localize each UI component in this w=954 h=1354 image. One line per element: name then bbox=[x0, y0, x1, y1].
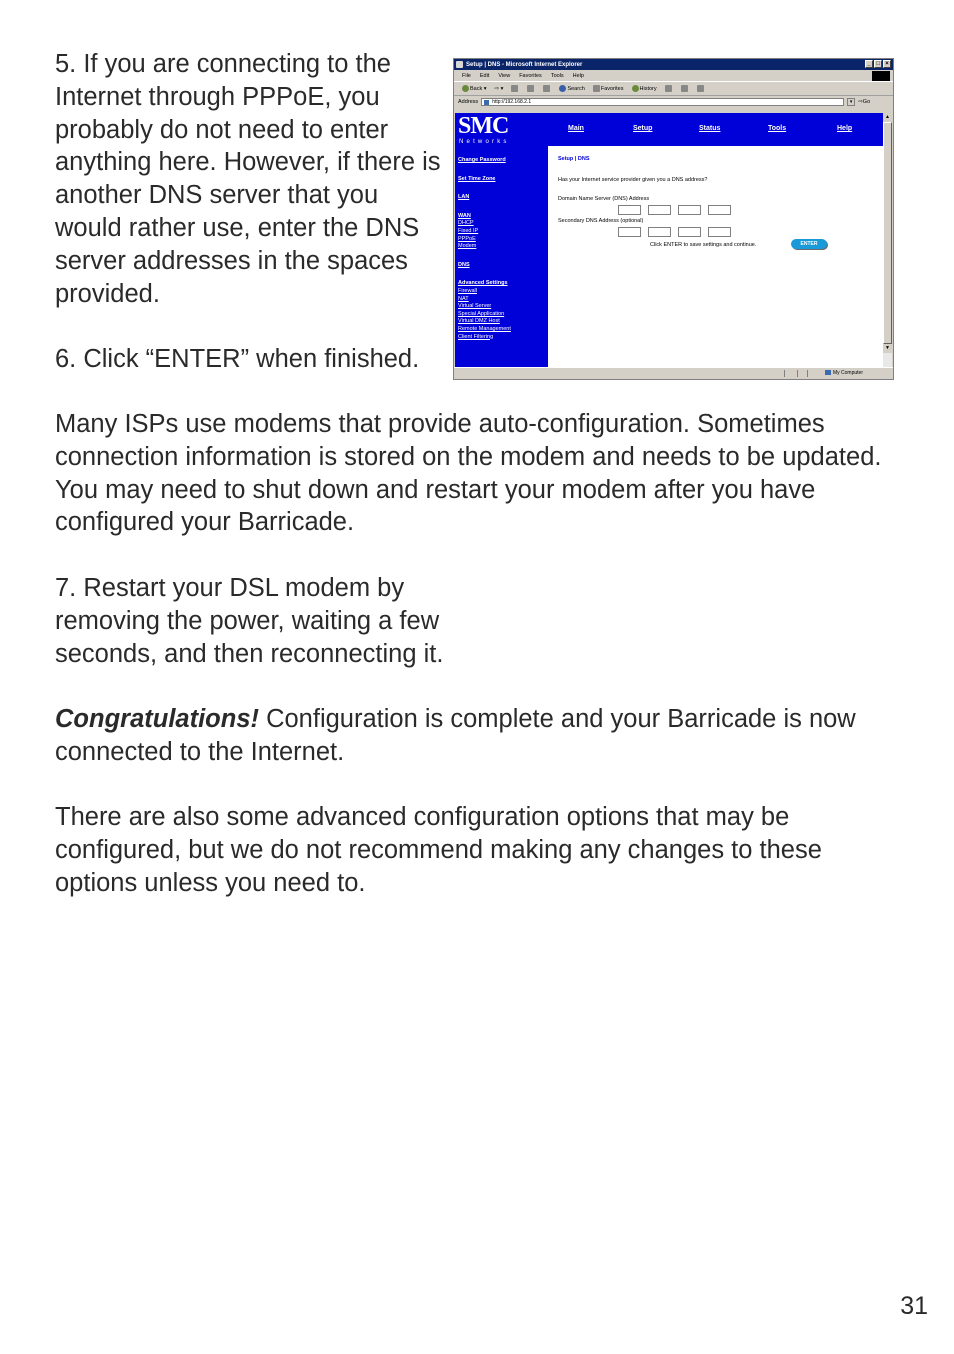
close-button[interactable]: × bbox=[883, 60, 891, 68]
secondary-dns-octet-3[interactable] bbox=[678, 227, 701, 237]
sidebar-advanced-settings[interactable]: Advanced Settings bbox=[458, 280, 508, 287]
nav-setup[interactable]: Setup bbox=[633, 125, 653, 132]
back-arrow-icon bbox=[462, 85, 469, 92]
congratulations-text: Configuration is complete and your Barricade is now connected to the Internet. bbox=[55, 705, 856, 766]
sidebar-set-time-zone[interactable]: Set Time Zone bbox=[458, 175, 496, 182]
sidebar-remote-management[interactable]: Remote Management bbox=[458, 325, 511, 332]
address-dropdown-icon[interactable]: ▾ bbox=[847, 98, 855, 106]
sidebar-nat[interactable]: NAT bbox=[458, 295, 469, 302]
favorites-label: Favorites bbox=[600, 85, 624, 92]
window-title: Setup | DNS - Microsoft Internet Explorer bbox=[466, 61, 583, 68]
search-button[interactable] bbox=[559, 85, 584, 92]
search-label: Search bbox=[567, 85, 585, 92]
sidebar-virtual-server[interactable]: Virtual Server bbox=[458, 303, 492, 310]
menu-file[interactable]: File bbox=[462, 72, 471, 79]
smc-sidebar bbox=[455, 113, 548, 369]
primary-dns-octet-1[interactable] bbox=[618, 205, 641, 215]
sidebar-pppoe[interactable]: PPPoE bbox=[458, 235, 476, 242]
enter-hint: Click ENTER to save settings and continue. bbox=[650, 242, 757, 248]
scroll-up-icon[interactable]: ▲ bbox=[883, 113, 892, 122]
forward-button[interactable]: ⇨ ▾ bbox=[494, 85, 504, 92]
browser-screenshot bbox=[453, 58, 894, 380]
scroll-thumb[interactable] bbox=[883, 122, 892, 344]
status-zone-label: My Computer bbox=[832, 370, 863, 376]
nav-main[interactable]: Main bbox=[568, 125, 584, 132]
favorites-icon bbox=[593, 85, 600, 92]
menu-favorites[interactable]: Favorites bbox=[519, 72, 542, 79]
menu-tools[interactable]: Tools bbox=[550, 72, 564, 79]
enter-button[interactable]: ENTER bbox=[791, 239, 827, 249]
vertical-scrollbar[interactable] bbox=[883, 113, 892, 369]
congratulations-paragraph bbox=[55, 703, 895, 769]
sidebar-special-application[interactable]: Special Application bbox=[458, 310, 505, 317]
favorites-button[interactable] bbox=[593, 85, 624, 92]
refresh-icon[interactable] bbox=[527, 85, 534, 92]
menu-view[interactable]: View bbox=[498, 72, 511, 79]
history-label: History bbox=[639, 85, 657, 92]
minimize-button[interactable]: _ bbox=[865, 60, 873, 68]
status-bar bbox=[454, 367, 893, 379]
go-label: Go bbox=[862, 99, 871, 105]
mail-icon[interactable] bbox=[665, 85, 672, 92]
maximize-button[interactable]: □ bbox=[874, 60, 882, 68]
sidebar-modem[interactable]: Modem bbox=[458, 243, 477, 250]
isp-note-text: Many ISPs use modems that provide auto-configuration. Sometimes connection information is stored on the modem and needs to be updated. You may need to shut down and restart your modem after you have configured your Barricade. bbox=[55, 410, 882, 537]
secondary-dns-octet-1[interactable] bbox=[618, 227, 641, 237]
dns-question: Has your Internet service provider given you a DNS address? bbox=[558, 177, 708, 183]
congratulations-heading: Congratulations! bbox=[55, 705, 259, 733]
home-icon[interactable] bbox=[543, 85, 550, 92]
secondary-dns-octet-2[interactable] bbox=[648, 227, 671, 237]
browser-toolbar bbox=[454, 82, 893, 96]
sidebar-change-password[interactable]: Change Password bbox=[458, 157, 506, 163]
sidebar-lan[interactable]: LAN bbox=[458, 194, 470, 201]
nav-status[interactable]: Status bbox=[699, 125, 721, 132]
primary-dns-octet-3[interactable] bbox=[678, 205, 701, 215]
address-bar bbox=[454, 96, 893, 108]
secondary-dns-octet-4[interactable] bbox=[708, 227, 731, 237]
page-content bbox=[455, 113, 884, 369]
address-input[interactable]: http://192.168.2.1 bbox=[481, 98, 844, 106]
page-number: 31 bbox=[900, 1292, 928, 1320]
address-label: Address bbox=[458, 99, 479, 105]
step6-text: 6. Click “ENTER” when finished. bbox=[55, 345, 420, 373]
menu-help[interactable]: Help bbox=[572, 72, 584, 79]
secondary-dns-label: Secondary DNS Address (optional) bbox=[558, 218, 644, 224]
scroll-down-icon[interactable]: ▼ bbox=[883, 344, 892, 353]
sidebar-dns[interactable]: DNS bbox=[458, 261, 470, 268]
primary-dns-octet-4[interactable] bbox=[708, 205, 731, 215]
browser-titlebar bbox=[454, 59, 893, 70]
smc-logo: SMC bbox=[458, 113, 509, 139]
smc-top-nav bbox=[548, 113, 884, 146]
edit-icon[interactable] bbox=[697, 85, 704, 92]
stop-icon[interactable] bbox=[511, 85, 518, 92]
history-button[interactable] bbox=[632, 85, 657, 92]
search-icon bbox=[559, 85, 566, 92]
menu-bar bbox=[454, 70, 893, 82]
windows-logo-icon bbox=[872, 71, 890, 81]
go-button[interactable]: ⇨Go bbox=[858, 99, 871, 105]
ie-icon bbox=[456, 61, 463, 68]
back-button[interactable]: Back ▾ bbox=[462, 85, 487, 92]
sidebar-firewall[interactable]: Firewall bbox=[458, 287, 477, 294]
nav-tools[interactable]: Tools bbox=[768, 125, 787, 132]
sidebar-client-filtering[interactable]: Client Filtering bbox=[458, 333, 494, 340]
primary-dns-octet-2[interactable] bbox=[648, 205, 671, 215]
menu-edit[interactable]: Edit bbox=[479, 72, 490, 79]
smc-logo-sub: Networks bbox=[459, 139, 510, 145]
step5-text: 5. If you are connecting to the Internet through PPPoE, you probably do not need to enter anything here. However, if there is another DNS server that you would rather use, enter the DNS server addresses in the spaces provided. bbox=[55, 50, 441, 308]
print-icon[interactable] bbox=[681, 85, 688, 92]
page-title: Setup | DNS bbox=[558, 156, 590, 162]
status-zone bbox=[825, 370, 863, 376]
sidebar-virtual-dmz-host[interactable]: Virtual DMZ Host bbox=[458, 318, 500, 325]
primary-dns-label: Domain Name Server (DNS) Address bbox=[558, 196, 650, 202]
sidebar-fixed-ip[interactable]: Fixed IP bbox=[458, 227, 479, 234]
history-icon bbox=[632, 85, 639, 92]
nav-help[interactable]: Help bbox=[837, 125, 853, 132]
back-label: Back bbox=[470, 85, 483, 92]
sidebar-dhcp[interactable]: DHCP bbox=[458, 220, 474, 227]
sidebar-wan[interactable]: WAN bbox=[458, 212, 471, 219]
step7-text: 7. Restart your DSL modem by removing the power, waiting a few seconds, and then reconnecting it. bbox=[55, 574, 444, 668]
computer-icon bbox=[825, 370, 831, 375]
advanced-note-text: There are also some advanced configuration options that may be configured, but we do not recommend making any changes to these options unless you need to. bbox=[55, 803, 822, 897]
